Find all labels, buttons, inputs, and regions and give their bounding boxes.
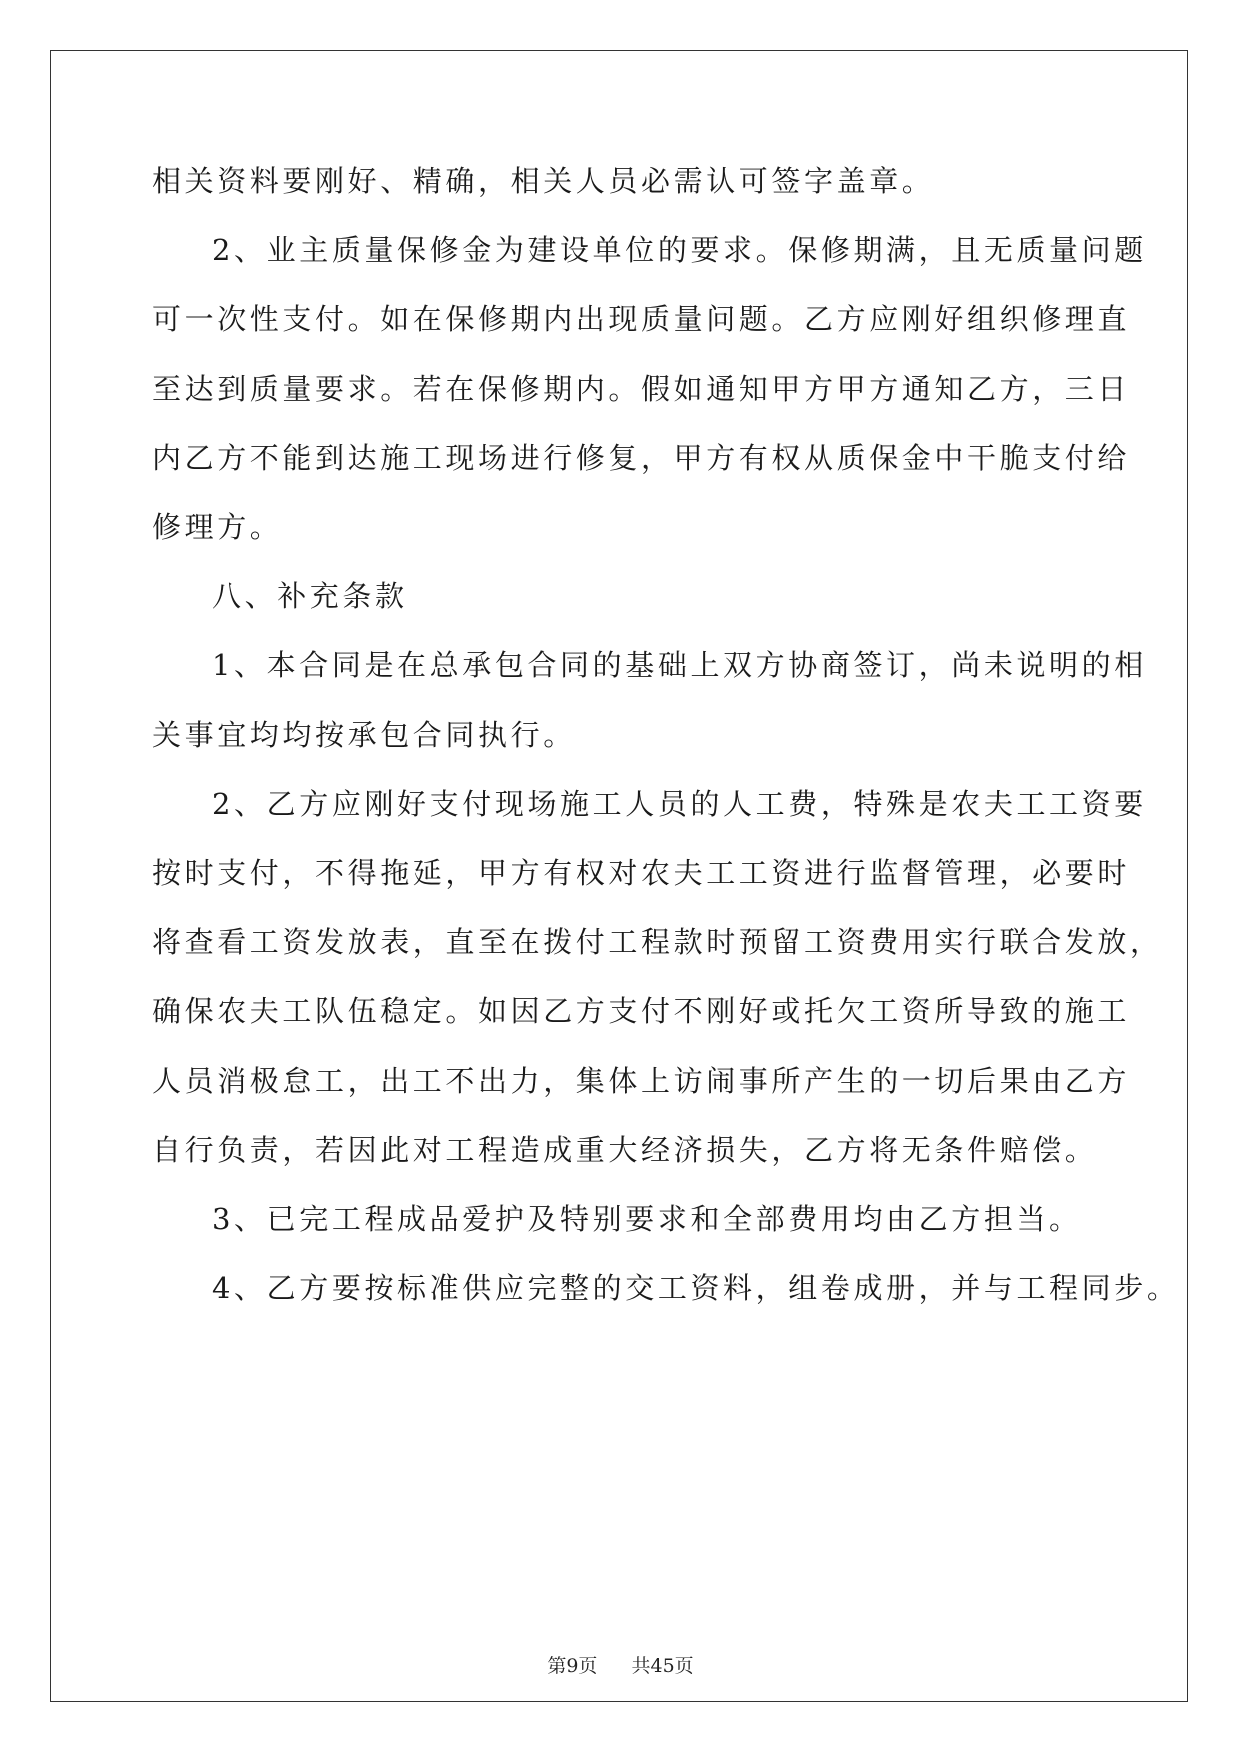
text-line: 相关资料要刚好、精确，相关人员必需认可签字盖章。 — [152, 164, 935, 198]
text-line: 1、本合同是在总承包合同的基础上双方协商签订，尚未说明的相 — [212, 648, 1147, 683]
page-footer — [0, 1651, 1241, 1678]
page-number-current: 第9页 — [547, 1655, 598, 1677]
text-line: 2、业主质量保修金为建设单位的要求。保修期满，且无质量问题 — [212, 233, 1147, 268]
text-line: 将查看工资发放表，直至在拨付工程款时预留工资费用实行联合发放， — [152, 925, 1163, 960]
text-line: 关事宜均均按承包合同执行。 — [152, 717, 576, 752]
text-line: 2、乙方应刚好支付现场施工人员的人工费，特殊是农夫工工资要 — [212, 786, 1147, 821]
text-line: 按时支付，不得拖延，甲方有权对农夫工工资进行监督管理，必要时 — [152, 856, 1131, 890]
text-line: 至达到质量要求。若在保修期内。假如通知甲方甲方通知乙方，三日 — [152, 371, 1131, 406]
text-line: 4、乙方要按标准供应完整的交工资料，组卷成册，并与工程同步。 — [212, 1271, 1180, 1306]
page-number-total: 共45页 — [631, 1655, 694, 1677]
text-line: 人员消极怠工，出工不出力，集体上访闹事所产生的一切后果由乙方 — [152, 1063, 1131, 1098]
text-line: 内乙方不能到达施工现场进行修复，甲方有权从质保金中干脆支付给 — [152, 440, 1131, 475]
text-line: 可一次性支付。如在保修期内出现质量问题。乙方应刚好组织修理直 — [152, 302, 1131, 337]
text-line: 修理方。 — [152, 510, 283, 544]
text-line: 自行负责，若因此对工程造成重大经济损失，乙方将无条件赔偿。 — [152, 1132, 1098, 1167]
text-line: 八、补充条款 — [212, 579, 408, 614]
document-body — [152, 154, 1180, 1330]
text-line: 确保农夫工队伍稳定。如因乙方支付不刚好或托欠工资所导致的施工 — [152, 994, 1131, 1029]
text-line: 3、已完工程成品爱护及特别要求和全部费用均由乙方担当。 — [212, 1202, 1082, 1236]
